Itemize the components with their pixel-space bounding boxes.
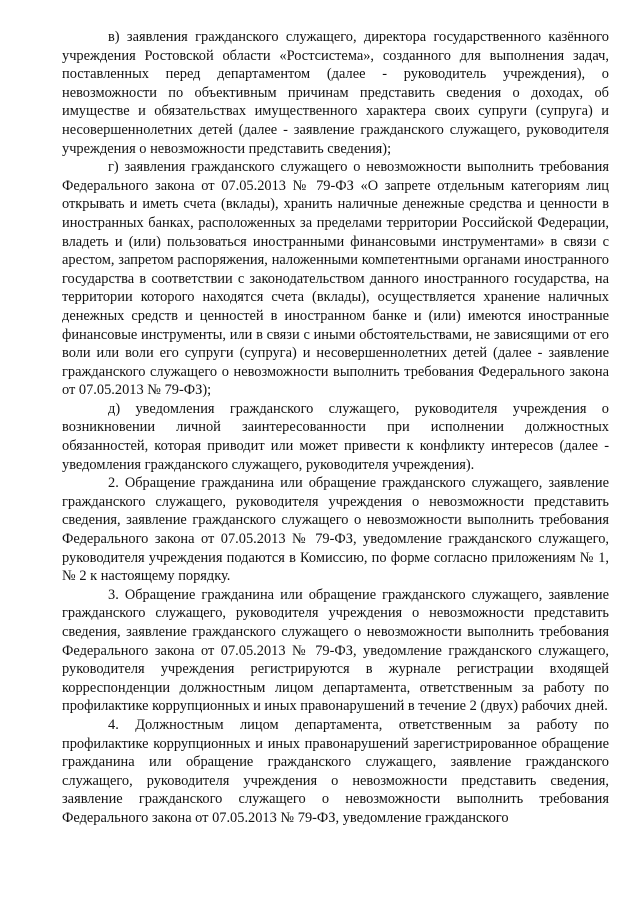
paragraph-4-processing: 4. Должностным лицом департамента, ответственным за работу по профилактике коррупционных и иных правонарушений зарегистрированное обращение гражданина или обращение гражданского служащего, заявление гражданского служащего, руководителя учреждения о невозможности представить сведения, заявление гражданского служащего о невозможности выполнить требования Федерального закона от 07.05.2013 № 79-ФЗ, уведомление гражданского [62, 716, 609, 826]
paragraph-d-conflict-of-interest-notice: д) уведомления гражданского служащего, руководителя учреждения о возникновении личной заинтересованности при исполнении должностных обязанностей, которая приводит или может привести к конфликту интересов (далее - уведомления гражданского служащего, руководителя учреждения). [62, 400, 609, 473]
paragraph-v-statement-on-income-info: в) заявления гражданского служащего, директора государственного казённого учреждения Ростовской области «Ростсистема», созданного для выполнения задач, поставленных перед департаментом (далее - руководитель учреждения), о невозможности по объективным причинам представить сведения о доходах, об имуществе и обязательствах имущественного характера своих супруги (супруга) и несовершеннолетних детей (далее - заявление гражданского служащего, руководителя учреждения о невозможности представить сведения); [62, 29, 609, 157]
paragraph-3-registration: 3. Обращение гражданина или обращение гражданского служащего, заявление гражданского служащего, руководителя учреждения о невозможности представить сведения, заявление гражданского служащего о невозможности выполнить требования Федерального закона от 07.05.2013 № 79-ФЗ, уведомление гражданского служащего, руководителя учреждения регистрируются в журнале регистрации входящей корреспонденции должностным лицом департамента, ответственным за работу по профилактике коррупционных и иных правонарушений в течение 2 (двух) рабочих дней. [62, 586, 609, 715]
paragraph-2-submission-to-commission: 2. Обращение гражданина или обращение гражданского служащего, заявление гражданского служащего, руководителя учреждения о невозможности представить сведения, заявление гражданского служащего о невозможности выполнить требования Федерального закона от 07.05.2013 № 79-ФЗ, уведомление гражданского служащего, руководителя учреждения подаются в Комиссию, по форме согласно приложениям № 1, № 2 к настоящему порядку. [62, 475, 609, 585]
paragraph-g-statement-on-79-fz: г) заявления гражданского служащего о невозможности выполнить требования Федерального закона от 07.05.2013 № 79-ФЗ «О запрете отдельным категориям лиц открывать и иметь счета (вклады), хранить наличные денежные средства и ценности в иностранных банках, расположенных за пределами территории Российской Федерации, владеть и (или) пользоваться иностранными финансовыми инструментами» в связи с арестом, запретом распоряжения, наложенными компетентными органами иностранного государства в соответствии с законодательством данного иностранного государства, на территории которого находятся счета (вклады), осуществляется хранение наличных денежных средств и ценностей в иностранном банке и (или) имеются иностранные финансовые инструменты, или в связи с иными обстоятельствами, не зависящими от его воли или воли его супруги (супруга) и несовершеннолетних детей (далее - заявление гражданского служащего о невозможности выполнить требования Федерального закона от 07.05.2013 № 79-ФЗ); [62, 159, 609, 399]
